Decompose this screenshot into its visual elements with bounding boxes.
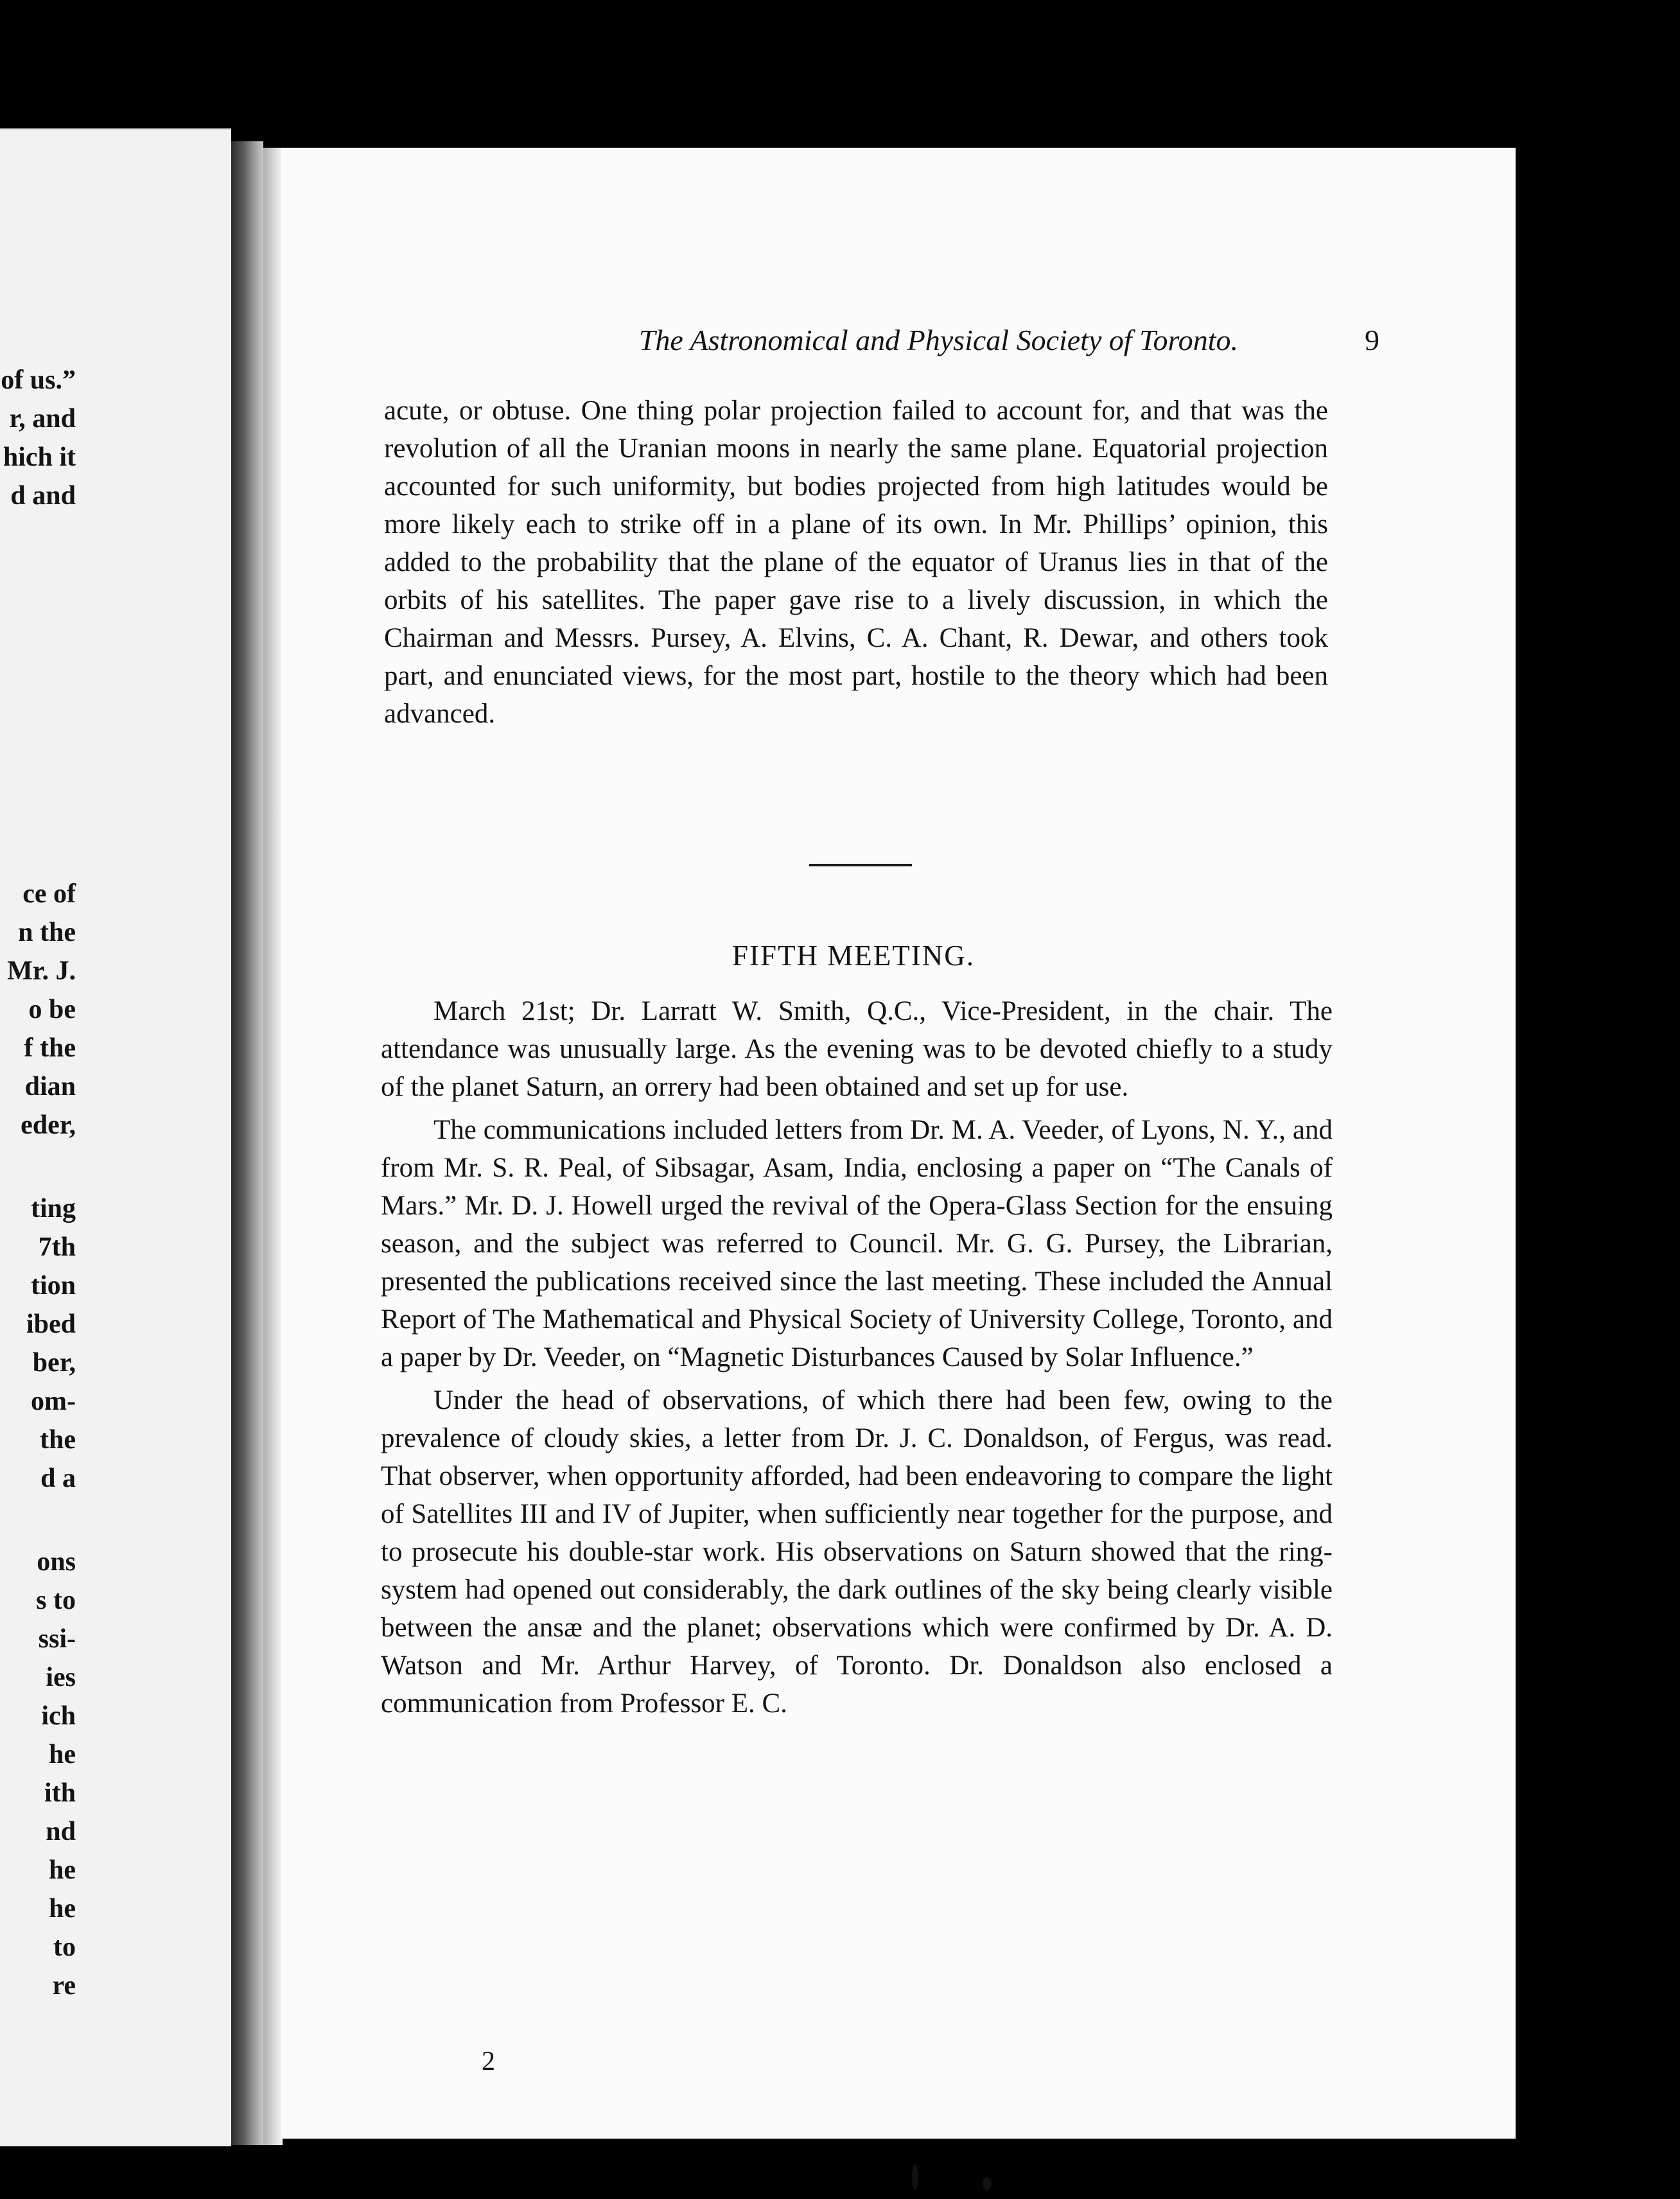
left-page-fragment: d and (10, 481, 76, 511)
paragraph: Under the head of observations, of which there had been few, owing to the prevalence of cloudy skies, a letter from Dr. J. C. Donaldson, of Fergus, was read. That observer, when opportunity afforded, had been endeavoring to compare the light of Satellites III and IV of Jupiter, when sufficiently near together for the purpose, and to prosecute his double-star work. His observations on Saturn showed that the ring-system had opened out considerably, the dark outlines of the sky being clearly visible between the ansæ and the planet; observations which were confirmed by Dr. A. D. Watson and Mr. Arthur Harvey, of Toronto. Dr. Donaldson also enclosed a communication from Professor E. C. (381, 1385, 1333, 1719)
gutter-shadow (263, 148, 283, 2145)
left-page-fragment: ssi- (38, 1624, 76, 1654)
left-page-fragment: to (53, 1932, 76, 1962)
running-title: The Astronomical and Physical Society of Toronto. (638, 324, 1238, 356)
left-page-fragment: tion (30, 1271, 76, 1301)
left-page-fragment: he (49, 1740, 76, 1769)
book-page (281, 148, 1516, 2139)
left-page-fragment: d a (40, 1464, 76, 1493)
left-page-text-fragments (0, 361, 76, 2031)
paragraph: March 21st; Dr. Larratt W. Smith, Q.C., Vice-President, in the chair. The attendance was unusually large. As the evening was to be devoted chiefly to a study of the planet Saturn, an orrery had been obtained and set up for use. (381, 996, 1333, 1102)
left-page-fragment: s to (36, 1586, 76, 1615)
left-page-fragment: nd (46, 1817, 76, 1846)
left-page-fragment: the (40, 1425, 76, 1455)
left-page-fragment: Mr. J. (7, 956, 76, 986)
left-page-fragment: 7th (38, 1232, 76, 1262)
running-head (281, 321, 1379, 360)
left-page-fragment: he (49, 1894, 76, 1923)
left-page-fragment: ies (46, 1663, 76, 1692)
left-page-fragment: n the (18, 918, 76, 947)
left-page-fragment: ibed (26, 1310, 76, 1339)
section-body (381, 992, 1333, 1728)
paragraph: The communications included letters from Dr. M. A. Veeder, of Lyons, N. Y., and from Mr. S. R. Peal, of Sibsagar, Asam, India, enclosing a paper on “The Canals of Mars.” Mr. D. J. Howell urged the revival of the Opera-Glass Section for the ensuing season, and the subject was referred to Council. Mr. G. G. Pursey, the Librarian, presented the publications received since the last meeting. These included the Annual Report of The Mathematical and Physical Society of University College, Toronto, and a paper by Dr. Veeder, on “Magnetic Disturbances Caused by Solar Influence.” (381, 1115, 1333, 1372)
left-page-fragment: hich it (3, 442, 76, 472)
left-facing-page (0, 128, 231, 2146)
left-page-fragment: o be (28, 995, 76, 1024)
book-gutter (231, 141, 263, 2145)
left-page-fragment: ber, (32, 1348, 76, 1378)
left-page-fragment: he (49, 1855, 76, 1885)
left-page-fragment: ith (44, 1778, 76, 1808)
section-heading: FIFTH MEETING. (732, 940, 975, 972)
left-page-fragment: ce of (22, 879, 76, 909)
left-page-fragment: eder, (21, 1110, 76, 1140)
left-page-fragment: f the (24, 1033, 76, 1063)
continued-paragraph (384, 392, 1328, 733)
scan-speck (983, 2177, 992, 2190)
signature-mark: 2 (482, 2047, 495, 2076)
left-page-fragment: ons (37, 1547, 76, 1577)
paragraph-text: acute, or obtuse. One thing polar projection failed to account for, and that was the revolution of all the Uranian moons in nearly the same plane. Equatorial projection accounted for such uniformity, but bodies projected from high latitudes would be more likely each to strike off in a plane of its own. In Mr. Phillips’ opinion, this added to the probability that the plane of the equator of Uranus lies in that of the orbits of his satellites. The paper gave rise to a lively discussion, in which the Chairman and Messrs. Pursey, A. Elvins, C. A. Chant, R. Dewar, and others took part, and enunciated views, for the most part, hostile to the theory which had been advanced. (384, 396, 1328, 729)
left-page-fragment: re (52, 1971, 76, 2001)
left-page-fragment: om- (31, 1387, 76, 1416)
section-divider (809, 864, 912, 866)
left-page-fragment: dian (24, 1072, 76, 1101)
left-page-fragment: ting (30, 1194, 76, 1223)
page-number: 9 (1365, 324, 1379, 356)
left-page-fragment: r, and (9, 404, 76, 434)
left-page-fragment: of us.” (1, 365, 76, 395)
scan-speck (912, 2164, 918, 2190)
left-page-fragment: ich (41, 1701, 76, 1731)
